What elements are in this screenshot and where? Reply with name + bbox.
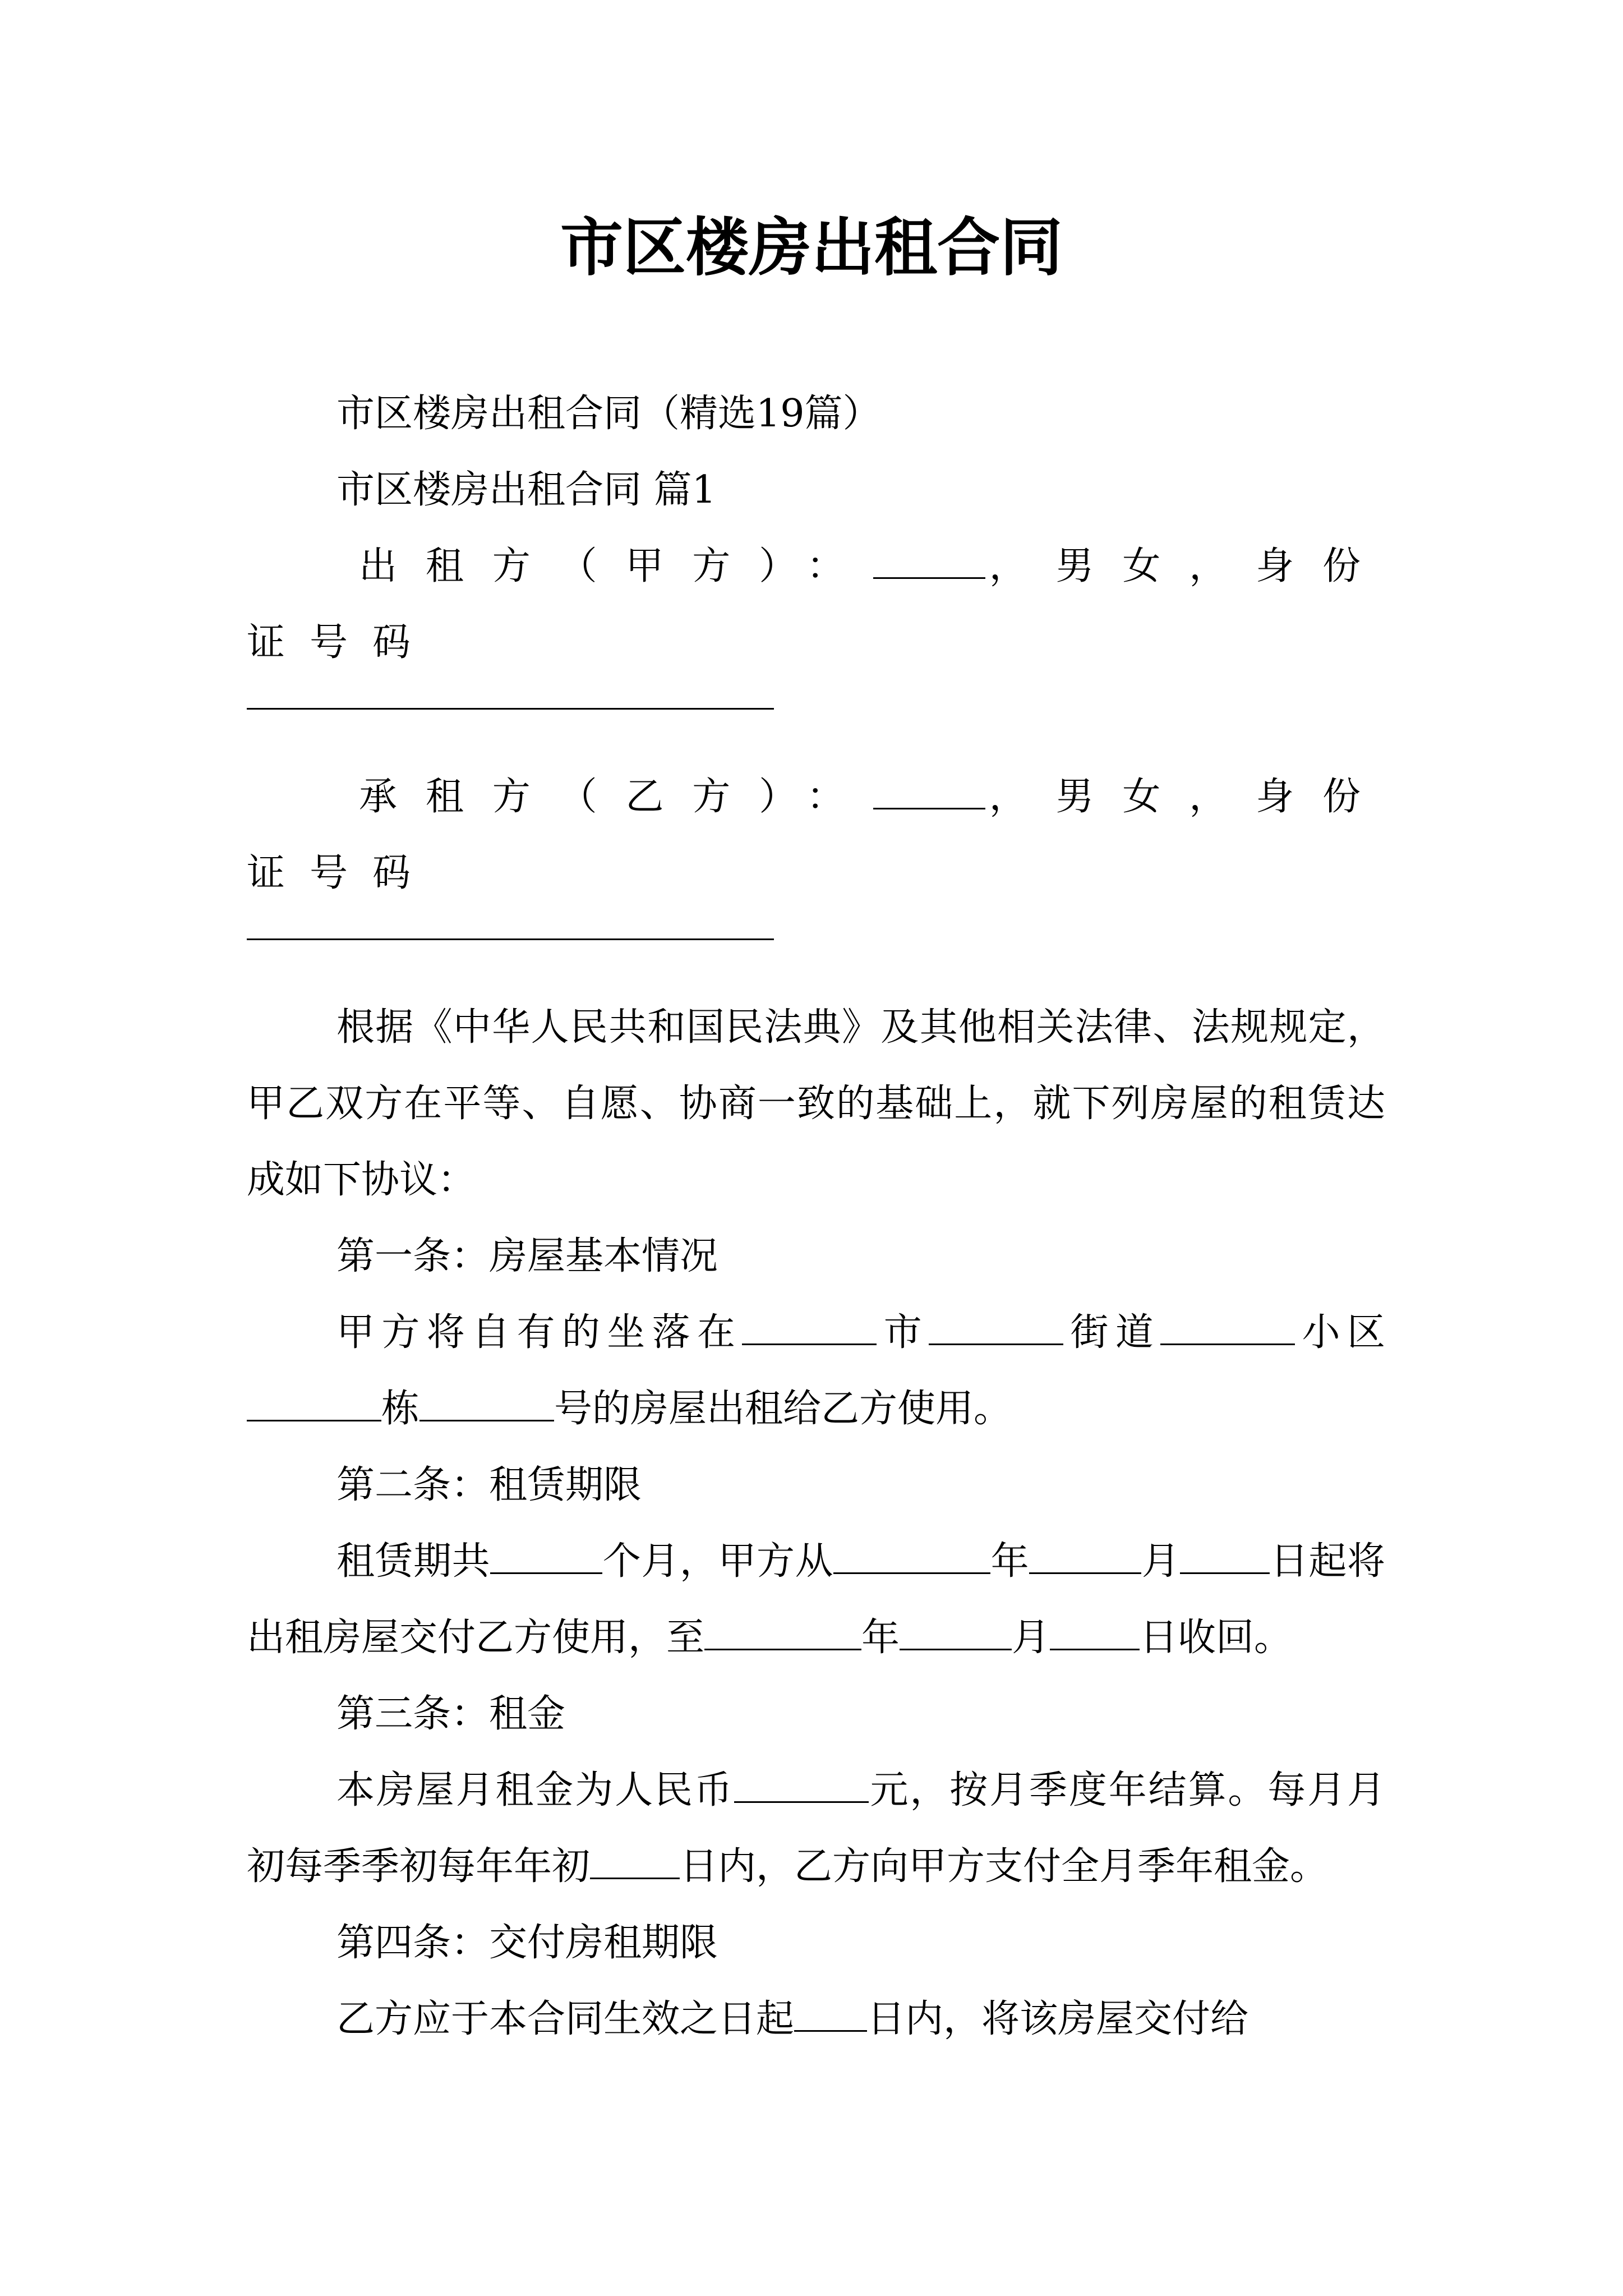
article-1-text-1: 甲方将自有的坐落在 [336, 1310, 743, 1355]
article-1-text-5: 栋 [381, 1387, 420, 1431]
article-4-text [247, 1981, 1385, 2058]
article-3-text-2: 元，按月季度年结算。每月月初每季季初每年年初 [247, 1768, 1385, 1889]
end-year-blank [704, 1616, 861, 1650]
lessee-id-blank [247, 912, 774, 940]
unit-number-blank [419, 1387, 554, 1421]
lessor-id-blank [247, 681, 774, 710]
payment-days-blank [590, 1845, 680, 1879]
article-4-text-1: 乙方应于本合同生效之日起 [336, 1997, 795, 2041]
subtitle: 市区楼房出租合同（精选19篇） [336, 392, 881, 436]
article-4-text-2: 日内，将该房屋交付给 [867, 1997, 1249, 2041]
document-title: 市区楼房出租合同 [560, 211, 1063, 284]
start-year-blank [833, 1540, 990, 1574]
lessee-mid: ，男女，身份证号码 [247, 775, 1385, 895]
end-day-blank [1050, 1616, 1140, 1650]
lessor-name-blank [873, 545, 985, 579]
article-2-text-4: 月 [1141, 1539, 1181, 1584]
lessee-label: 承租方（乙方）： [359, 775, 873, 819]
article-3-text-3: 日内，乙方向甲方支付全月季年租金。 [680, 1844, 1329, 1889]
article-3-text [247, 1752, 1385, 1905]
article-2-text-5: 日起将出租房屋交付乙方使用，至 [247, 1539, 1385, 1660]
article-2-text [247, 1524, 1385, 1676]
article-2-text-3: 年 [990, 1539, 1030, 1584]
lessee-name-blank [873, 775, 985, 809]
article-2-text-7: 月 [1012, 1616, 1050, 1660]
article-1-text-3: 街道 [1063, 1310, 1161, 1355]
building-blank [247, 1387, 381, 1421]
community-blank [1160, 1311, 1295, 1345]
months-blank [490, 1540, 602, 1574]
section-heading: 市区楼房出租合同 篇1 [336, 468, 716, 512]
article-3-text-1: 本房屋月租金为人民币 [336, 1768, 734, 1812]
article-1-heading: 第一条：房屋基本情况 [336, 1234, 718, 1278]
end-month-blank [900, 1616, 1012, 1650]
lessee-line [247, 759, 1385, 912]
lessor-label: 出租方（甲方）： [359, 544, 873, 588]
intro-paragraph: 根据《中华人民共和国民法典》及其他相关法律、法规规定，甲乙双方在平等、自愿、协商一致的基础上，就下列房屋的租赁达成如下协议： [247, 1005, 1385, 1202]
article-2-text-1: 租赁期共 [336, 1539, 491, 1584]
lessor-line [247, 528, 1385, 681]
rent-amount-blank [734, 1769, 869, 1803]
lessor-mid: ，男女，身份证号码 [247, 544, 1385, 665]
city-blank [742, 1311, 877, 1345]
article-2-text-2: 个月，甲方从 [602, 1539, 834, 1584]
handover-days-blank [794, 1998, 867, 2032]
article-4-heading: 第四条：交付房租期限 [336, 1921, 718, 1965]
article-1-text-4: 小区 [1295, 1310, 1385, 1355]
article-2-text-6: 年 [861, 1616, 900, 1660]
article-1-text [247, 1295, 1385, 1447]
article-2-heading: 第二条：租赁期限 [336, 1463, 642, 1507]
article-1-text-6: 号的房屋出租给乙方使用。 [554, 1387, 1012, 1431]
article-1-text-2: 市 [877, 1310, 929, 1355]
start-month-blank [1029, 1540, 1141, 1574]
street-blank [929, 1311, 1063, 1345]
document-body [247, 376, 1385, 2058]
article-3-heading: 第三条：租金 [336, 1692, 566, 1736]
article-2-text-8: 日收回。 [1140, 1616, 1293, 1660]
start-day-blank [1180, 1540, 1270, 1574]
